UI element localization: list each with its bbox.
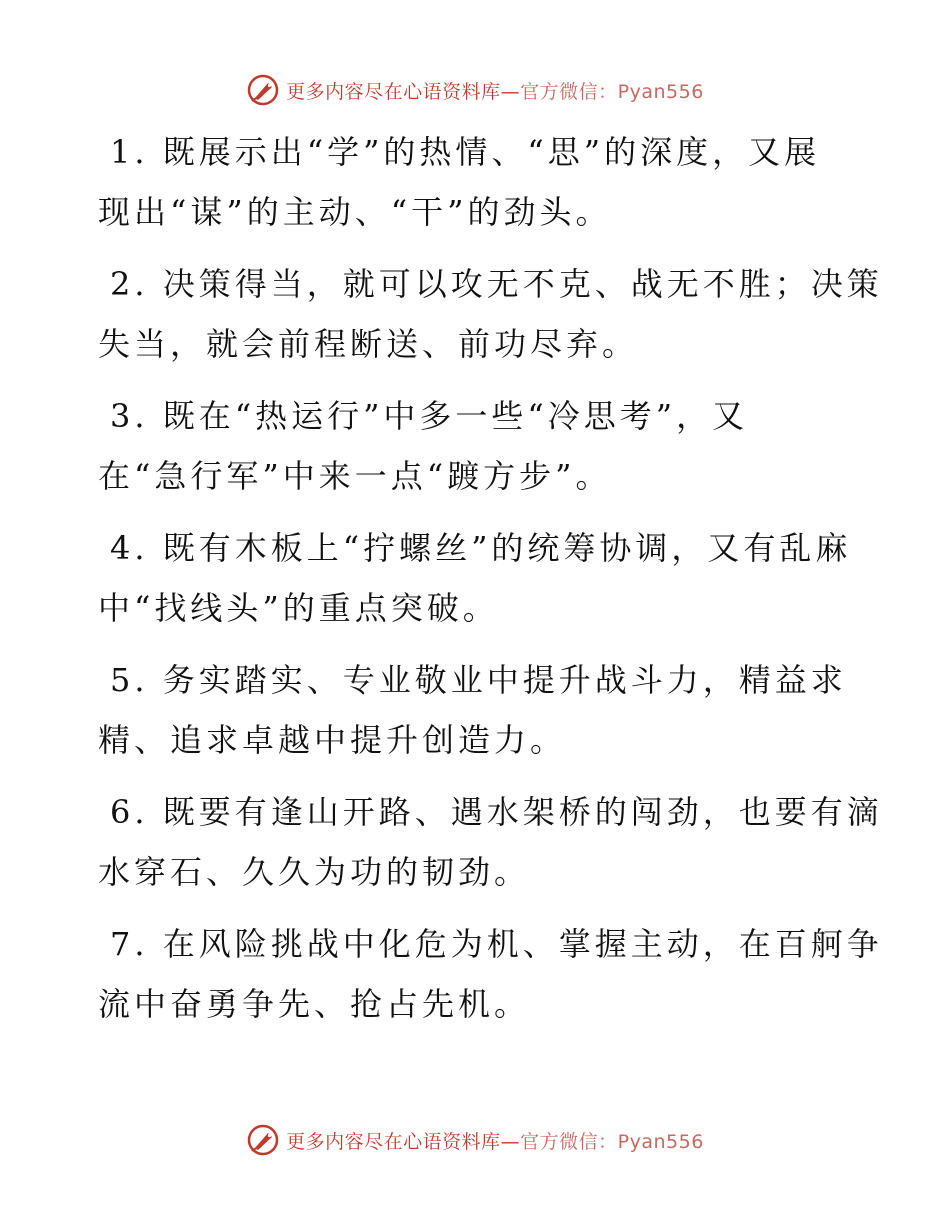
footer-site-text: 更多内容尽在心语资料库 bbox=[286, 1130, 501, 1153]
list-item-line: 流中奋勇争先、抢占先机。 bbox=[98, 985, 531, 1023]
footer-contact-text: 官方微信：Pyan556 bbox=[520, 1130, 704, 1153]
header-separator: — bbox=[500, 80, 521, 103]
list-item-line: 失当，就会前程断送、前功尽弃。 bbox=[98, 325, 639, 363]
list-item-6 bbox=[98, 782, 883, 902]
footer-banner-text bbox=[286, 1127, 704, 1154]
list-item-5 bbox=[98, 650, 847, 770]
list-item-line: 在“急行军”中来一点“踱方步”。 bbox=[98, 457, 612, 495]
list-item-line: 4. 既有木板上“拧螺丝”的统筹协调，又有乱麻 bbox=[110, 529, 852, 567]
pen-nib-logo-icon bbox=[246, 73, 280, 107]
footer-banner bbox=[0, 1120, 950, 1160]
header-banner-content bbox=[246, 73, 704, 107]
document-body bbox=[98, 122, 883, 1046]
list-item-line: 1. 既展示出“学”的热情、“思”的深度，又展 bbox=[110, 133, 821, 171]
list-item-line: 6. 既要有逢山开路、遇水架桥的闯劲，也要有滴 bbox=[110, 793, 883, 831]
header-banner-text bbox=[286, 77, 704, 104]
pen-nib-logo-icon bbox=[246, 1123, 280, 1157]
list-item-line: 3. 既在“热运行”中多一些“冷思考”，又 bbox=[110, 397, 749, 435]
footer-separator: — bbox=[500, 1130, 521, 1153]
list-item-line: 精、追求卓越中提升创造力。 bbox=[98, 721, 567, 759]
header-banner bbox=[0, 70, 950, 110]
list-item-7 bbox=[98, 914, 883, 1034]
list-item-3 bbox=[98, 386, 838, 506]
list-item-line: 5. 务实踏实、专业敬业中提升战斗力，精益求 bbox=[110, 661, 847, 699]
list-item-4 bbox=[98, 518, 852, 638]
header-site-text: 更多内容尽在心语资料库 bbox=[286, 80, 501, 103]
list-item-line: 水穿石、久久为功的韧劲。 bbox=[98, 853, 531, 891]
list-item-1 bbox=[98, 122, 838, 242]
list-item-line: 现出“谋”的主动、“干”的劲头。 bbox=[98, 193, 612, 231]
list-item-line: 7. 在风险挑战中化危为机、掌握主动，在百舸争 bbox=[110, 925, 883, 963]
footer-banner-content bbox=[246, 1123, 704, 1157]
list-item-2 bbox=[98, 254, 883, 374]
list-item-line: 2. 决策得当，就可以攻无不克、战无不胜；决策 bbox=[110, 265, 883, 303]
header-contact-text: 官方微信：Pyan556 bbox=[520, 80, 704, 103]
list-item-line: 中“找线头”的重点突破。 bbox=[98, 589, 499, 627]
